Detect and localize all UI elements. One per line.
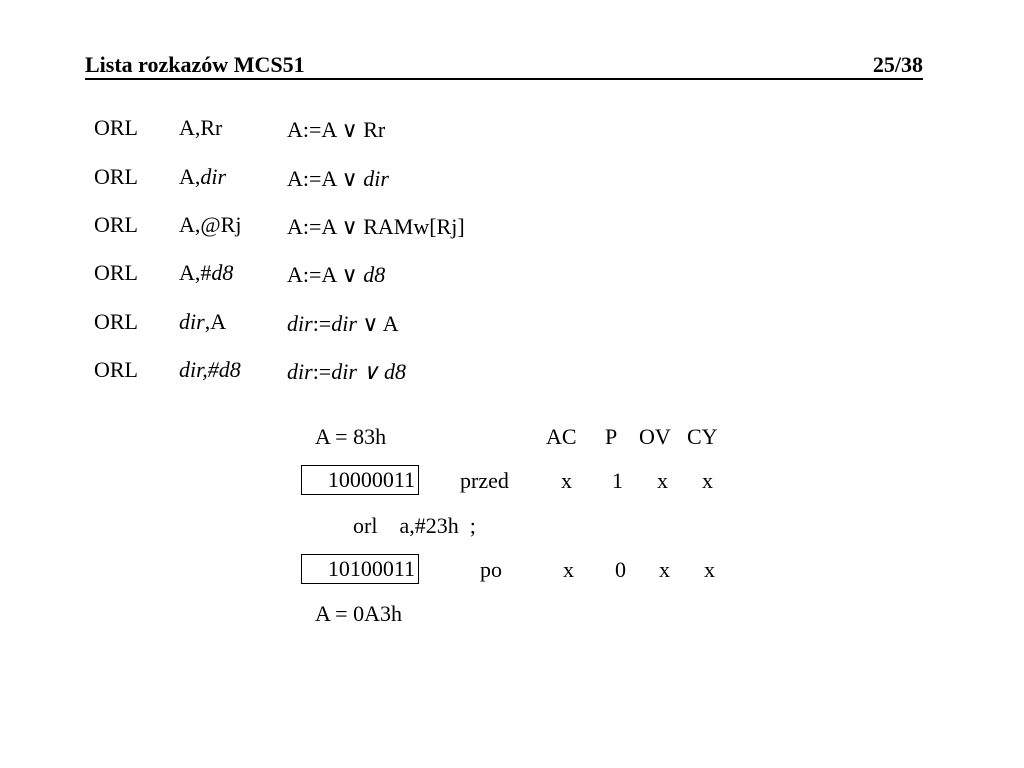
operation — [287, 166, 389, 192]
operand-italic: ,#d8 — [202, 357, 241, 382]
operation-rhs: Rr — [363, 117, 386, 142]
operation-rhs: dir — [331, 359, 357, 384]
operand-text: A,# — [179, 260, 212, 285]
operands — [179, 357, 241, 383]
accumulator-before: A = 83h — [315, 424, 387, 449]
flag-header-p: P — [605, 424, 618, 449]
after-label: po — [480, 557, 502, 582]
flag-after-p: 0 — [615, 557, 626, 582]
flag-header-cy: CY — [687, 424, 718, 449]
operation — [287, 117, 385, 143]
flag-after-ac: x — [563, 557, 574, 582]
flag-before-ov: x — [657, 468, 668, 493]
operation — [287, 311, 399, 337]
operation — [287, 262, 385, 288]
operand-text: ,A — [204, 309, 227, 334]
bits-after-box: 10100011 — [301, 554, 419, 584]
operation-tail: ∨ d8 — [362, 359, 407, 384]
bits-before-box: 10000011 — [301, 465, 419, 495]
before-label: przed — [460, 468, 509, 493]
operands — [179, 212, 241, 238]
operands — [179, 115, 222, 141]
example-instruction: orl a,#23h ; — [353, 513, 476, 538]
operation-lhs: dir — [287, 359, 313, 384]
flag-before-ac: x — [561, 468, 572, 493]
operands — [179, 164, 226, 190]
flag-header-ac: AC — [546, 424, 577, 449]
operation-rhs: dir — [331, 311, 357, 336]
operand-italic: dir — [200, 164, 227, 189]
assign-symbol: := — [312, 359, 332, 384]
page-header — [85, 52, 923, 80]
operation — [287, 214, 465, 240]
operand-italic: dir — [179, 309, 205, 334]
flag-header-ov: OV — [639, 424, 671, 449]
flag-after-cy: x — [704, 557, 715, 582]
operands — [179, 260, 233, 286]
flag-before-p: 1 — [612, 468, 623, 493]
mnemonic: ORL — [94, 115, 138, 140]
page-title: Lista rozkazów MCS51 — [85, 52, 305, 77]
operation-rhs: RAMw[Rj] — [363, 214, 465, 239]
flag-after-ov: x — [659, 557, 670, 582]
operand-text: A,@Rj — [179, 212, 242, 237]
operation-lhs: dir — [287, 311, 313, 336]
or-symbol: ∨ — [341, 214, 358, 239]
operation-lhs: A:=A — [287, 166, 337, 191]
operation-lhs: A:=A — [287, 117, 337, 142]
operands — [179, 309, 226, 335]
or-symbol: ∨ — [341, 117, 358, 142]
operand-text: A,Rr — [179, 115, 223, 140]
operation — [287, 359, 406, 385]
operation-rhs: dir — [363, 166, 389, 191]
operand-text: A, — [179, 164, 201, 189]
or-symbol: ∨ — [341, 262, 358, 287]
mnemonic: ORL — [94, 309, 138, 334]
mnemonic: ORL — [94, 164, 138, 189]
accumulator-after: A = 0A3h — [315, 601, 402, 626]
operation-rhs: d8 — [363, 262, 386, 287]
or-symbol: ∨ — [341, 166, 358, 191]
operation-lhs: A:=A — [287, 214, 337, 239]
operand-italic: d8 — [211, 260, 234, 285]
mnemonic: ORL — [94, 212, 138, 237]
operation-lhs: A:=A — [287, 262, 337, 287]
page-number: 25/38 — [872, 52, 923, 77]
flag-before-cy: x — [702, 468, 713, 493]
operand-italic: dir — [179, 357, 203, 382]
assign-symbol: := — [312, 311, 332, 336]
mnemonic: ORL — [94, 260, 138, 285]
mnemonic: ORL — [94, 357, 138, 382]
operation-tail: ∨ A — [362, 311, 399, 336]
